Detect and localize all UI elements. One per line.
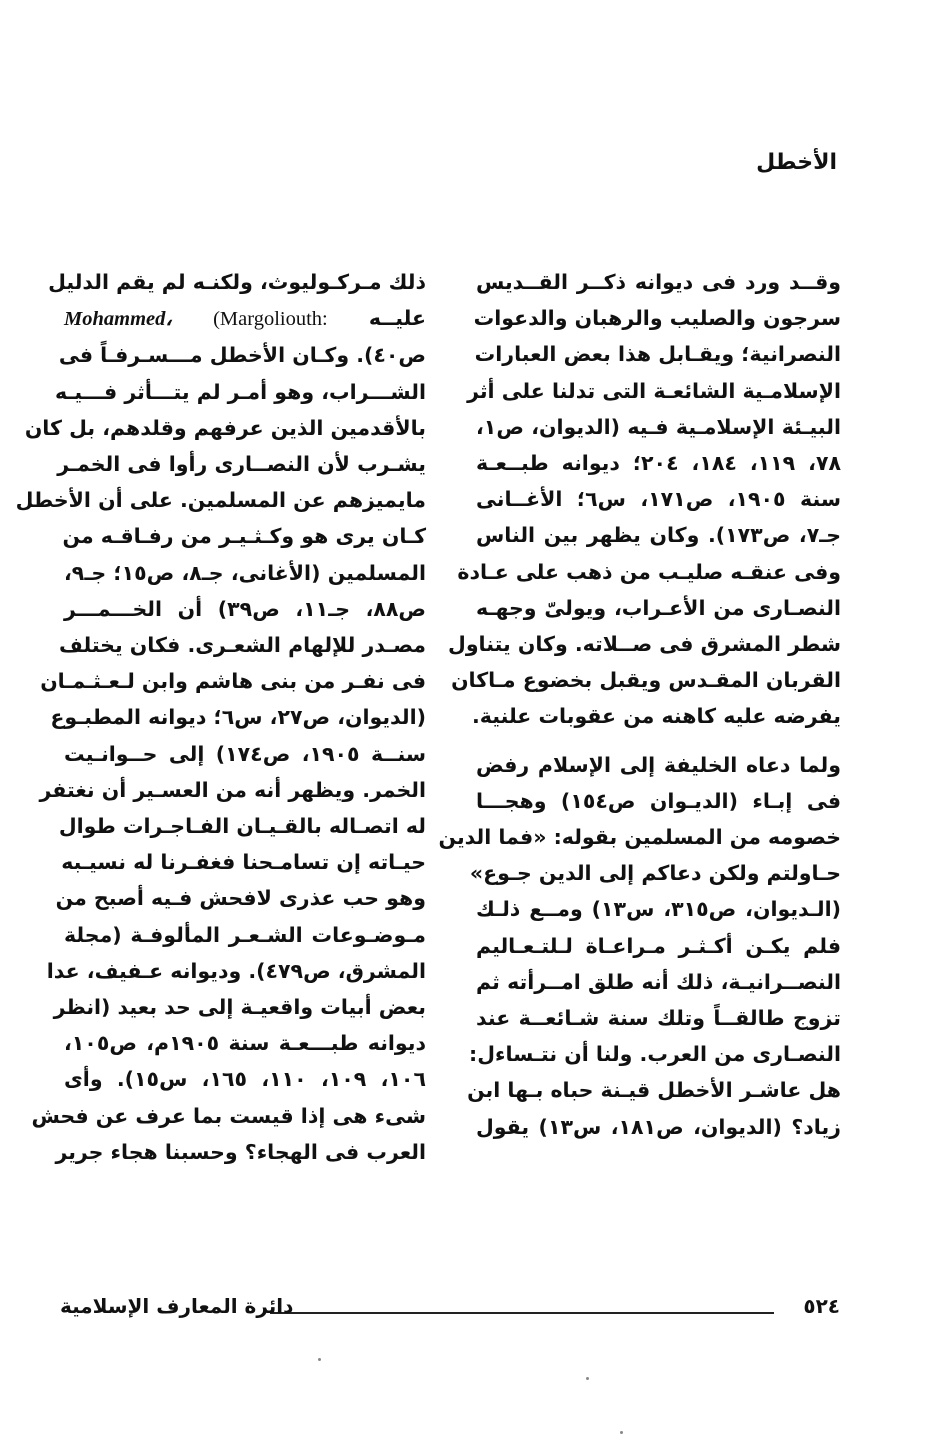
text-fragment: عليــه [368, 306, 426, 331]
left-column [15, 264, 426, 1170]
text-line: هل عاشـر الأخطل قيـنة حباه بـها ابن [467, 1078, 841, 1103]
text-line: البيـئة الإسلامـية فـيه (الديوان، ص١، [476, 414, 841, 439]
text-line: ١٠٦، ١٠٩، ١١٠، ١٦٥، س١٥). وأى [64, 1067, 426, 1092]
scan-speck [318, 1358, 321, 1361]
text-line: مصـدر للإلهام الشعـرى. فكان يختلف [59, 633, 426, 658]
text-line: جـ٧، ص١٧٣). وكان يظهر بين الناس [476, 523, 841, 548]
text-line: له اتصـاله بالقـيـان الفـاجـرات طوال [58, 814, 426, 839]
text-line: الخمر. ويظهر أنه من العسـير أن نغتفر [39, 777, 426, 802]
text-line: المسلمين (الأغانى، جـ٨، ص١٥؛ جـ٩، [64, 560, 426, 585]
paragraph-gap [476, 735, 841, 747]
text-line: وهو حب عذرى لافحش فـيه أصبح من [55, 886, 426, 911]
text-line: شطر المشرق فى صــلاته. وكان يتناول [448, 632, 841, 657]
scan-speck [586, 1377, 589, 1380]
text-line: فى نفـر من بنى هاشم وابن لـعـثـمـان [40, 669, 426, 694]
text-line: وقــد ورد فى ديوانه ذكــر القــديس [476, 270, 841, 294]
text-line: النصـارى من الأعـراب، ويولىّ وجهـه [476, 595, 841, 620]
text-line: سرجون والصليب والرهبان والدعوات [473, 306, 841, 331]
running-header-title: الأخطل [756, 150, 837, 175]
text-line: مـوضـوعات الشـعـر المألوفـة (مجلة [64, 922, 426, 947]
text-line: ٧٨، ١١٩، ١٨٤، ٢٠٤؛ ديوانه طبــعـة [476, 451, 841, 476]
text-line: يفرضه عليه كاهنه من عقوبات علنية. [471, 704, 841, 729]
text-line: (الديوان، ص٢٧، س٦؛ ديوانه المطبـوع [50, 705, 426, 730]
text-line: النصــرانيـة، ذلك أنه طلق امــرأته ثم [476, 969, 841, 994]
footer-rule [270, 1312, 774, 1314]
text-line: مايميزهم عن المسلمين. على أن الأخطل [15, 488, 426, 513]
text-line: المشرق، ص٤٧٩). وديوانه عـفيف، عدا [46, 958, 426, 983]
text-line: الشـــراب، وهو أمـر لم يتـــأثر فـــيـه [54, 379, 426, 404]
text-line: ص٨٨، جـ١١، ص٣٩) أن الخـــمـــر [64, 596, 426, 621]
paragraph [438, 747, 841, 1145]
text-line: العرب فى الهجاء؟ وحسبنا هجاء جرير [55, 1139, 426, 1164]
text-line: تزوج طالقــاً وتلك سنة شـائعــة عند [476, 1006, 841, 1031]
text-line: خصومه من المسلمين بقوله: «فما الدين [438, 825, 841, 850]
scan-speck [620, 1431, 623, 1434]
text-line: بالأقدمين الذين عرفهم وقلدهم، بل كان [24, 415, 426, 440]
text-line: بعض أبيات واقعيـة إلى حد بعيد (انظر [53, 995, 426, 1020]
text-line: كـان يرى هو وكـثـيـر من رفـاقـه من [62, 524, 426, 549]
text-line: فى إبـاء (الديـوان ص١٥٤) وهجـــا [476, 788, 841, 813]
text-line: النصـارى من العرب. ولنا أن نتـساءل: [469, 1042, 841, 1067]
text-line: يشـرب لأن النصــارى رأوا فى الخمـر [57, 452, 426, 477]
text-line: ذلك مـركـوليوث، ولكنـه لم يقم الدليل [48, 270, 426, 294]
text-line: ديوانه طبـــعـة سنة ١٩٠٥م، ص١٠٥، [64, 1031, 426, 1056]
text-line: القربان المقـدس ويقبل بخضوع مـاكان [451, 668, 841, 693]
text-line: حـاولتم ولكن دعاكم إلى الدين جـوع» [469, 861, 841, 886]
text-line: زياد؟ (الديوان، ص١٨١، س١٣) يقول [476, 1114, 841, 1139]
text-line: وفى عنقـه صليـب من ذهب على عـادة [457, 559, 841, 584]
text-line: فلم يكـن أكـثـر مـراعـاة لـلتـعـاليم [476, 933, 841, 958]
text-line: حيـاته إن تسامـحنا فغفـرنا له نسيـبه [61, 850, 426, 875]
journal-title: دائرة المعارف الإسلامية [60, 1294, 294, 1318]
citation-author: (Margoliouth: [213, 308, 328, 331]
page-footer [60, 1294, 840, 1324]
page-number: ٥٢٤ [803, 1294, 840, 1318]
citation-title: Mohammed، [64, 308, 172, 331]
text-line: سنــة ١٩٠٥، ص١٧٤) إلى حــوانـيت [64, 741, 426, 766]
right-column [438, 264, 841, 1145]
text-line: ولما دعاه الخليفة إلى الإسلام رفض [476, 752, 841, 777]
text-line: شىء هى إذا قيست بما عرف عن فحش [31, 1103, 426, 1128]
text-line: الإسلامـية الشائعـة التى تدلنا على أثر [467, 378, 841, 403]
text-line: سنة ١٩٠٥، ص١٧١، س٦؛ الأغــانى [476, 487, 841, 512]
text-line: النصرانية؛ ويقـابل هذا بعض العبارات [474, 342, 841, 367]
text-line-with-citation [64, 300, 426, 337]
paragraph [448, 264, 841, 735]
text-line: (الـديوان، ص٣١٥، س١٣) ومــع ذلـك [476, 897, 841, 922]
text-line: ص٤٠). وكـان الأخطل مـــسـرفـاً فى [58, 343, 426, 368]
